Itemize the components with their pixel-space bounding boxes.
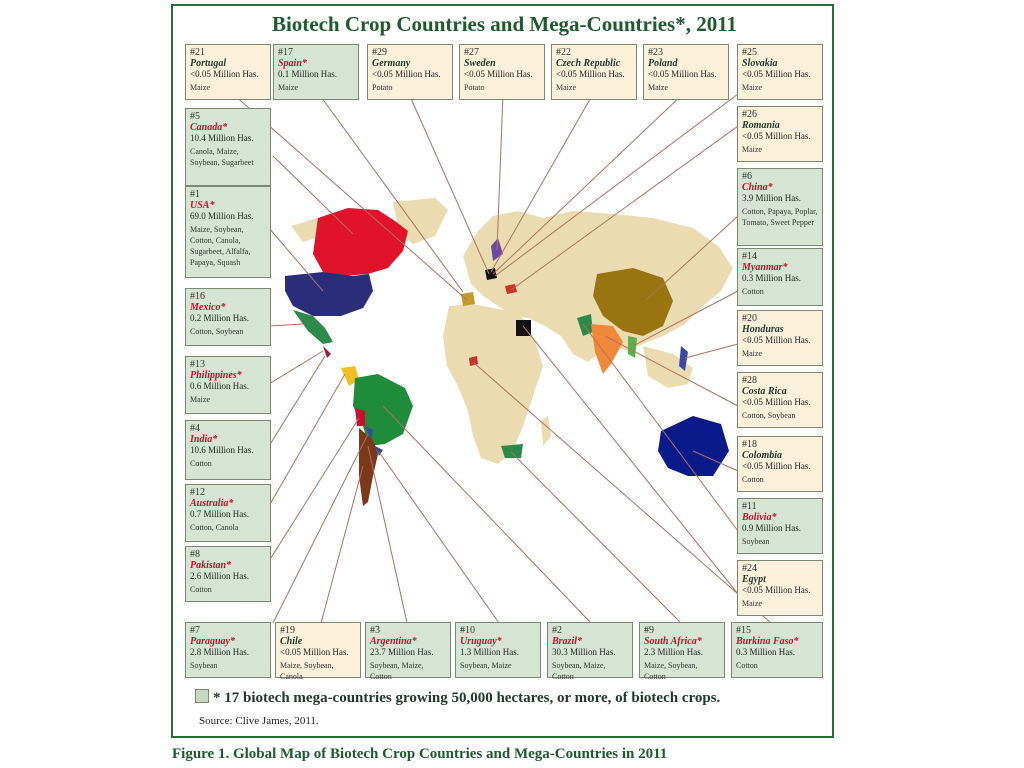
country-rank: #8 [190, 549, 200, 560]
country-rank: #10 [460, 625, 475, 636]
country-area: 30.3 Million Has. [552, 647, 616, 657]
country-crops: Maize [648, 83, 668, 92]
country-area: 2.8 Million Has. [190, 647, 250, 657]
country-box [459, 44, 545, 100]
country-rank: #15 [736, 625, 751, 636]
country-crops: Cotton, Canola [190, 523, 239, 532]
country-crops: Canola, Maize, Soybean, Sugarbeet [190, 147, 254, 167]
country-box [737, 498, 823, 554]
country-crops: Cotton [736, 661, 758, 670]
country-name: Slovakia [742, 58, 778, 69]
country-box [737, 248, 823, 306]
country-crops: Soybean, Maize, Cotton [552, 661, 606, 681]
country-area: 0.2 Million Has. [190, 313, 250, 323]
country-area: 0.3 Million Has. [736, 647, 796, 657]
country-rank: #11 [742, 501, 757, 512]
country-name: Philippines* [190, 370, 242, 381]
country-name: Paraguay* [190, 636, 235, 647]
country-crops: Maize [742, 349, 762, 358]
country-rank: #25 [742, 47, 757, 58]
country-rank: #22 [556, 47, 571, 58]
map-central-america [323, 346, 331, 358]
country-crops: Maize [742, 599, 762, 608]
country-name: Czech Republic [556, 58, 621, 69]
country-name: Spain* [278, 58, 307, 69]
country-box [547, 622, 633, 681]
country-box [643, 44, 729, 100]
country-box [185, 622, 271, 678]
country-rank: #5 [190, 111, 200, 122]
country-name: Colombia [742, 450, 783, 461]
country-name: Germany [372, 58, 411, 69]
country-area: 2.3 Million Has. [644, 647, 704, 657]
country-area: <0.05 Million Has. [556, 69, 625, 79]
country-area: 0.9 Million Has. [742, 523, 802, 533]
country-name: Myanmar* [742, 262, 788, 273]
country-crops: Cotton, Papaya, Poplar, Tomato, Sweet Pepper [742, 207, 818, 227]
country-box [185, 356, 271, 414]
country-box [737, 436, 823, 492]
country-crops: Maize [190, 83, 210, 92]
country-name: Uruguay* [460, 636, 502, 647]
country-rank: #26 [742, 109, 757, 120]
map-usa [285, 272, 373, 316]
figure-caption: Figure 1. Global Map of Biotech Crop Countries and Mega-Countries in 2011 [172, 746, 668, 762]
country-name: Romania [742, 120, 780, 131]
country-box [731, 622, 823, 678]
country-box [737, 560, 823, 616]
legend [195, 689, 720, 707]
country-area: 10.6 Million Has. [190, 445, 254, 455]
country-crops: Cotton [190, 459, 212, 468]
country-box [185, 186, 271, 278]
country-rank: #2 [552, 625, 562, 636]
country-box [737, 106, 823, 162]
country-box [273, 44, 359, 100]
country-area: <0.05 Million Has. [190, 69, 259, 79]
country-area: 1.3 Million Has. [460, 647, 520, 657]
country-crops: Maize, Soybean, Canola [280, 661, 334, 681]
country-name: Costa Rica [742, 386, 787, 397]
country-name: Bolivia* [742, 512, 777, 523]
country-name: Poland [648, 58, 678, 69]
country-crops: Maize [742, 83, 762, 92]
country-rank: #24 [742, 563, 757, 574]
country-area: <0.05 Million Has. [280, 647, 349, 657]
map-canada [313, 208, 408, 276]
country-area: 23.7 Million Has. [370, 647, 434, 657]
country-area: 2.6 Million Has. [190, 571, 250, 581]
country-name: Sweden [464, 58, 496, 69]
country-crops: Soybean [190, 661, 218, 670]
country-area: <0.05 Million Has. [742, 335, 811, 345]
country-name: Honduras [742, 324, 784, 335]
country-crops: Soybean, Maize, Cotton [370, 661, 424, 681]
map-australia [658, 416, 729, 476]
country-box [737, 168, 823, 246]
country-box [455, 622, 541, 678]
country-crops: Maize, Soybean, Cotton, Canola, Sugarbeet, Alfalfa, Papaya, Squash [190, 225, 251, 267]
map-myanmar [628, 336, 637, 358]
country-name: Egypt [742, 574, 766, 585]
country-rank: #3 [370, 625, 380, 636]
country-crops: Cotton, Soybean [742, 411, 796, 420]
country-box [737, 372, 823, 428]
country-name: Argentina* [370, 636, 417, 647]
country-rank: #16 [190, 291, 205, 302]
country-box [185, 44, 271, 100]
country-rank: #21 [190, 47, 205, 58]
country-rank: #29 [372, 47, 387, 58]
country-box [185, 288, 271, 346]
country-rank: #9 [644, 625, 654, 636]
country-name: South Africa* [644, 636, 702, 647]
country-box [275, 622, 361, 681]
legend-text: * 17 biotech mega-countries growing 50,000 hectares, or more, of biotech crops. [213, 690, 721, 706]
country-name: Canada* [190, 122, 228, 133]
country-name: China* [742, 182, 773, 193]
country-box [737, 310, 823, 366]
country-area: <0.05 Million Has. [648, 69, 717, 79]
country-box [639, 622, 725, 681]
country-box [365, 622, 451, 681]
country-box [185, 108, 271, 186]
land-madagascar [541, 416, 551, 446]
map-bolivia [355, 408, 365, 426]
country-rank: #14 [742, 251, 757, 262]
country-area: 0.1 Million Has. [278, 69, 338, 79]
country-area: <0.05 Million Has. [742, 131, 811, 141]
country-rank: #1 [190, 189, 200, 200]
source-note: Source: Clive James, 2011. [199, 715, 319, 727]
country-crops: Soybean, Maize [460, 661, 512, 670]
country-rank: #17 [278, 47, 293, 58]
country-rank: #23 [648, 47, 663, 58]
country-crops: Maize [278, 83, 298, 92]
country-box [551, 44, 637, 100]
country-rank: #4 [190, 423, 200, 434]
country-rank: #7 [190, 625, 200, 636]
country-area: 10.4 Million Has. [190, 133, 254, 143]
country-area: 0.7 Million Has. [190, 509, 250, 519]
country-box [185, 484, 271, 542]
country-name: Burkina Faso* [736, 636, 799, 647]
country-area: <0.05 Million Has. [464, 69, 533, 79]
country-area: 0.3 Million Has. [742, 273, 802, 283]
country-crops: Cotton, Soybean [190, 327, 244, 336]
country-area: <0.05 Million Has. [742, 397, 811, 407]
legend-swatch [195, 689, 209, 703]
country-rank: #18 [742, 439, 757, 450]
country-box [185, 546, 271, 602]
country-box [185, 420, 271, 480]
country-rank: #20 [742, 313, 757, 324]
country-crops: Cotton [190, 585, 212, 594]
country-area: 69.0 Million Has. [190, 211, 254, 221]
country-rank: #13 [190, 359, 205, 370]
country-name: Chile [280, 636, 303, 647]
country-crops: Cotton [742, 475, 764, 484]
country-rank: #12 [190, 487, 205, 498]
country-crops: Maize [190, 395, 210, 404]
country-rank: #27 [464, 47, 479, 58]
country-area: <0.05 Million Has. [742, 461, 811, 471]
country-crops: Maize [742, 145, 762, 154]
country-crops: Potato [372, 83, 393, 92]
country-rank: #6 [742, 171, 752, 182]
country-name: India* [190, 434, 218, 445]
country-name: Mexico* [190, 302, 226, 313]
country-box [367, 44, 453, 100]
country-name: Portugal [190, 58, 227, 69]
country-name: Australia* [190, 498, 234, 509]
country-area: <0.05 Million Has. [372, 69, 441, 79]
country-name: USA* [190, 200, 215, 211]
country-name: Pakistan* [190, 560, 232, 571]
country-crops: Maize [556, 83, 576, 92]
figure-frame [171, 4, 834, 738]
country-crops: Maize, Soybean, Cotton [644, 661, 698, 681]
figure-title: Biotech Crop Countries and Mega-Countries*, 2011 [271, 12, 738, 36]
country-crops: Potato [464, 83, 485, 92]
country-box [737, 44, 823, 100]
country-area: <0.05 Million Has. [742, 69, 811, 79]
country-name: Brazil* [552, 636, 583, 647]
country-crops: Cotton [742, 287, 764, 296]
country-rank: #19 [280, 625, 295, 636]
country-crops: Soybean [742, 537, 770, 546]
country-area: 0.6 Million Has. [190, 381, 250, 391]
map-spain [461, 292, 475, 306]
country-rank: #28 [742, 375, 757, 386]
country-area: 3.9 Million Has. [742, 193, 802, 203]
country-area: <0.05 Million Has. [742, 585, 811, 595]
